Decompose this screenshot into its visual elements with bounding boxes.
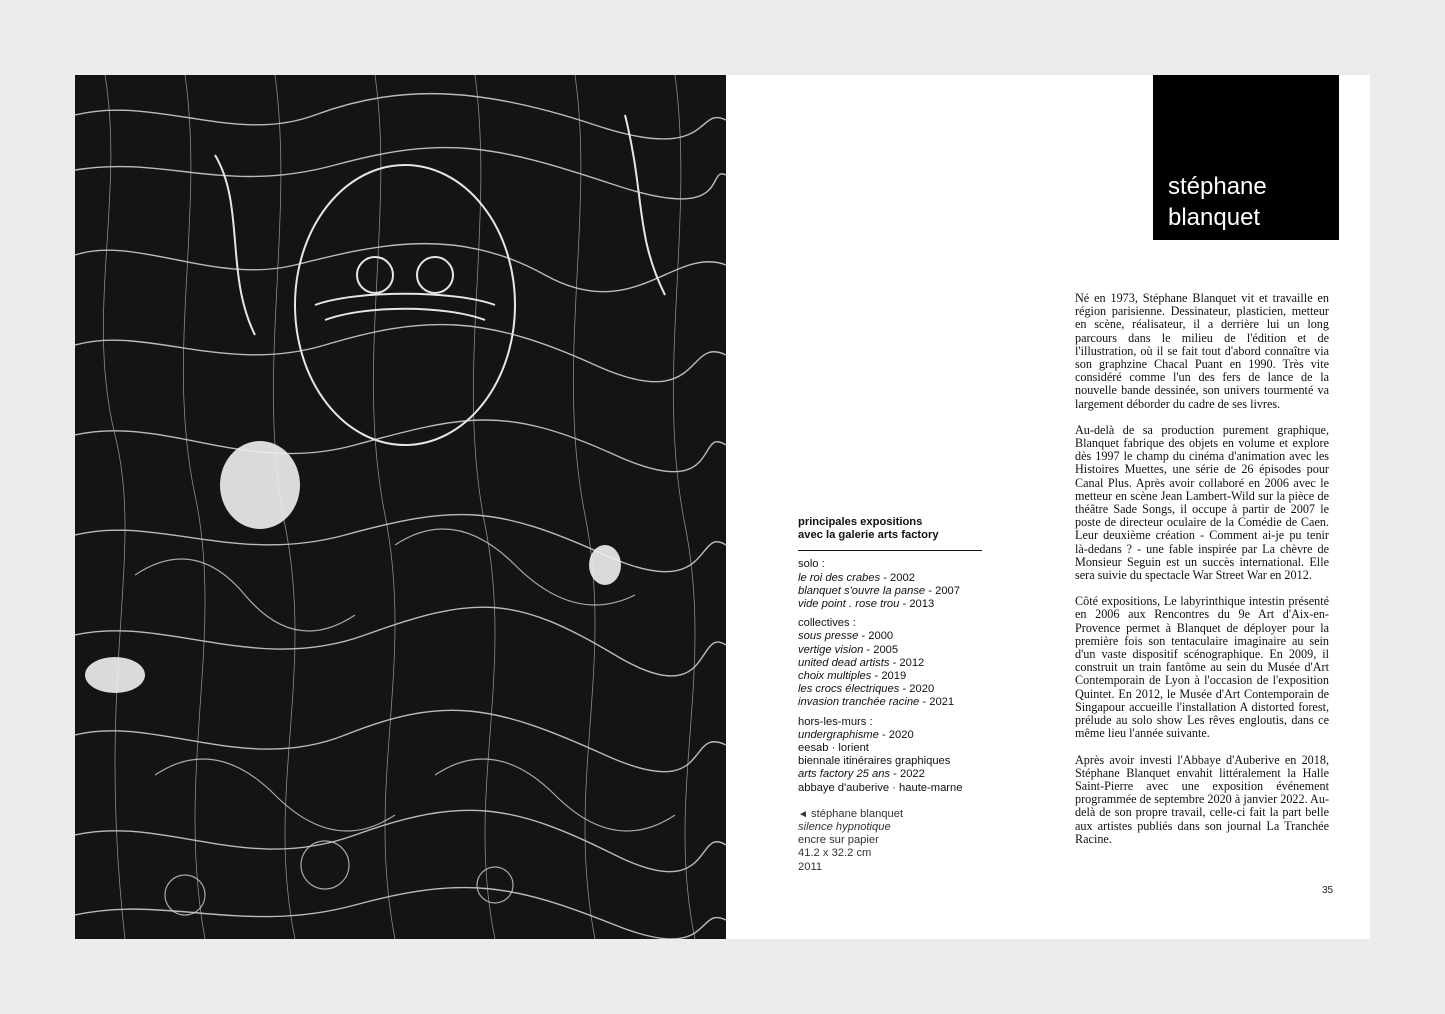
- caption-medium: encre sur papier: [798, 834, 879, 847]
- exhibition-venue: biennale itinéraires graphiques: [798, 755, 951, 768]
- exhibition-group-solo: [798, 558, 988, 611]
- exhibition-item: [798, 782, 988, 795]
- exhibition-title: vide point . rose trou: [798, 598, 900, 611]
- exhibition-year: - 2002: [880, 571, 915, 584]
- exhibition-year: - 2020: [899, 683, 935, 696]
- sidebar-divider: [798, 550, 982, 551]
- exhibition-year: - 2005: [863, 643, 899, 656]
- sidebar-heading: [798, 516, 988, 542]
- exhibition-year: - 2019: [871, 670, 907, 683]
- exhibition-item: [798, 644, 988, 657]
- exhibition-item: [798, 729, 988, 742]
- artwork-page: [75, 75, 726, 939]
- exhibition-item: [798, 755, 988, 768]
- exhibition-title: choix multiples: [798, 670, 872, 683]
- exhibition-title: les crocs électriques: [798, 683, 900, 696]
- exhibition-item: [798, 657, 988, 670]
- exhibition-title: united dead artists: [798, 656, 890, 669]
- exhibition-year: - 2021: [919, 696, 955, 709]
- exhibition-item: [798, 683, 988, 696]
- group-label: collectives :: [798, 617, 856, 630]
- left-arrow-icon: ◄: [798, 808, 808, 820]
- exhibition-venue: eesab · lorient: [798, 742, 869, 755]
- exhibition-venue: abbaye d'auberive · haute-marne: [798, 781, 963, 794]
- biography-text: [1075, 292, 1329, 859]
- exhibition-item: [798, 742, 988, 755]
- exhibition-title: undergraphisme: [798, 728, 879, 741]
- group-label: hors-les-murs :: [798, 715, 873, 728]
- biography-paragraph: Né en 1973, Stéphane Blanquet vit et travaille en région parisienne. Dessinateur, plasticien, metteur en scène, réalisateur, il a derrière lui un long parcours dans le milieu de l'édition et de l'illustration, où il se fait tout d'abord connaître via son graphzine Chacal Puant en 1990. Très vite considéré comme l'un des fers de lance de la nouvelle bande dessinée, son univers tourmenté va largement déborder du cadre de ses livres.: [1075, 291, 1329, 411]
- caption-artist: stéphane blanquet: [807, 807, 904, 820]
- caption-artist-line: [798, 808, 988, 821]
- exhibition-year: - 2013: [899, 598, 935, 611]
- exhibition-title: invasion tranchée racine: [798, 696, 920, 709]
- exhibition-title: arts factory 25 ans: [798, 768, 891, 781]
- sidebar-heading-line-1: principales expositions: [798, 516, 923, 528]
- exhibition-item: [798, 572, 988, 585]
- caption-work: silence hypnotique: [798, 821, 891, 834]
- biography-paragraph: Au-delà de sa production purement graphique, Blanquet fabrique des objets en volume et explore dès 1997 le champ du cinéma d'animation avec les Histoires Muettes, une série de 26 épisodes pour Canal Plus. Après avoir collaboré en 2006 avec le metteur en scène Jean Lambert-Wild sur la pièce de théâtre Sade Songs, il occupe à partir de 2007 le poste de directeur oculaire de la Comédie de Caen. Leur deuxième création - Comment ai-je pu tenir là-dedans ? - une fable inspirée par La chèvre de Monsieur Seguin est un succès international. Elle sera suivie du spectacle War Street War en 2012.: [1075, 422, 1329, 583]
- exhibition-item: [798, 696, 988, 709]
- exhibition-item: [798, 768, 988, 781]
- exhibition-item: [798, 670, 988, 683]
- caption-year: 2011: [798, 860, 823, 873]
- exhibition-item: [798, 630, 988, 643]
- exhibition-year: - 2020: [878, 728, 914, 741]
- exhibition-title: blanquet s'ouvre la panse: [798, 584, 926, 597]
- title-block: [1153, 75, 1339, 240]
- exhibition-year: - 2000: [858, 630, 894, 643]
- exhibitions-sidebar: [798, 516, 988, 874]
- exhibition-group-hors-les-murs: [798, 716, 988, 795]
- biography-paragraph: Côté expositions, Le labyrinthique intestin présenté en 2006 aux Rencontres du 9e Art d'Aix-en-Provence permet à Blanquet de déployer pour la première fois son tentaculaire imaginaire au sein d'un vaste dispositif scénographique. En 2009, il construit un train fantôme au sein du Musée d'Art Contemporain de Lyon à l'occasion de l'exposition Quintet. En 2012, le Musée d'Art Contemporain de Singapour accueille l'installation A distorted forest, prélude au solo show Les rêves engloutis, dans ce même lieu l'année suivante.: [1075, 594, 1329, 741]
- exhibition-title: le roi des crabes: [798, 571, 881, 584]
- exhibition-year: - 2007: [925, 584, 960, 597]
- exhibition-title: vertige vision: [798, 643, 864, 656]
- exhibition-title: sous presse: [798, 630, 859, 643]
- exhibition-year: - 2022: [890, 768, 925, 781]
- sidebar-heading-line-2: avec la galerie arts factory: [798, 529, 939, 542]
- exhibition-year: - 2012: [889, 656, 925, 669]
- exhibition-group-collectives: [798, 617, 988, 709]
- magazine-spread: [75, 75, 1370, 939]
- biography-paragraph: Après avoir investi l'Abbaye d'Auberive en 2018, Stéphane Blanquet envahit littéralement la Halle Saint-Pierre avec une exposition événement programmée de septembre 2020 à janvier 2022. Au-delà de son propre travail, celle-ci fait la part belle aux artistes publiés dans son journal La Tranchée Racine.: [1075, 752, 1329, 846]
- caption-size: 41.2 x 32.2 cm: [798, 847, 872, 860]
- artwork-caption: [798, 808, 988, 874]
- page-number: 35: [1322, 885, 1334, 896]
- group-label: solo :: [798, 558, 825, 571]
- exhibition-item: [798, 598, 988, 611]
- title-line-2: blanquet: [1168, 204, 1261, 231]
- title-line-1: stéphane: [1168, 173, 1267, 200]
- exhibition-item: [798, 585, 988, 598]
- artwork-illustration: [75, 75, 726, 939]
- artist-name-title: [1168, 171, 1267, 233]
- text-page: [726, 75, 1370, 939]
